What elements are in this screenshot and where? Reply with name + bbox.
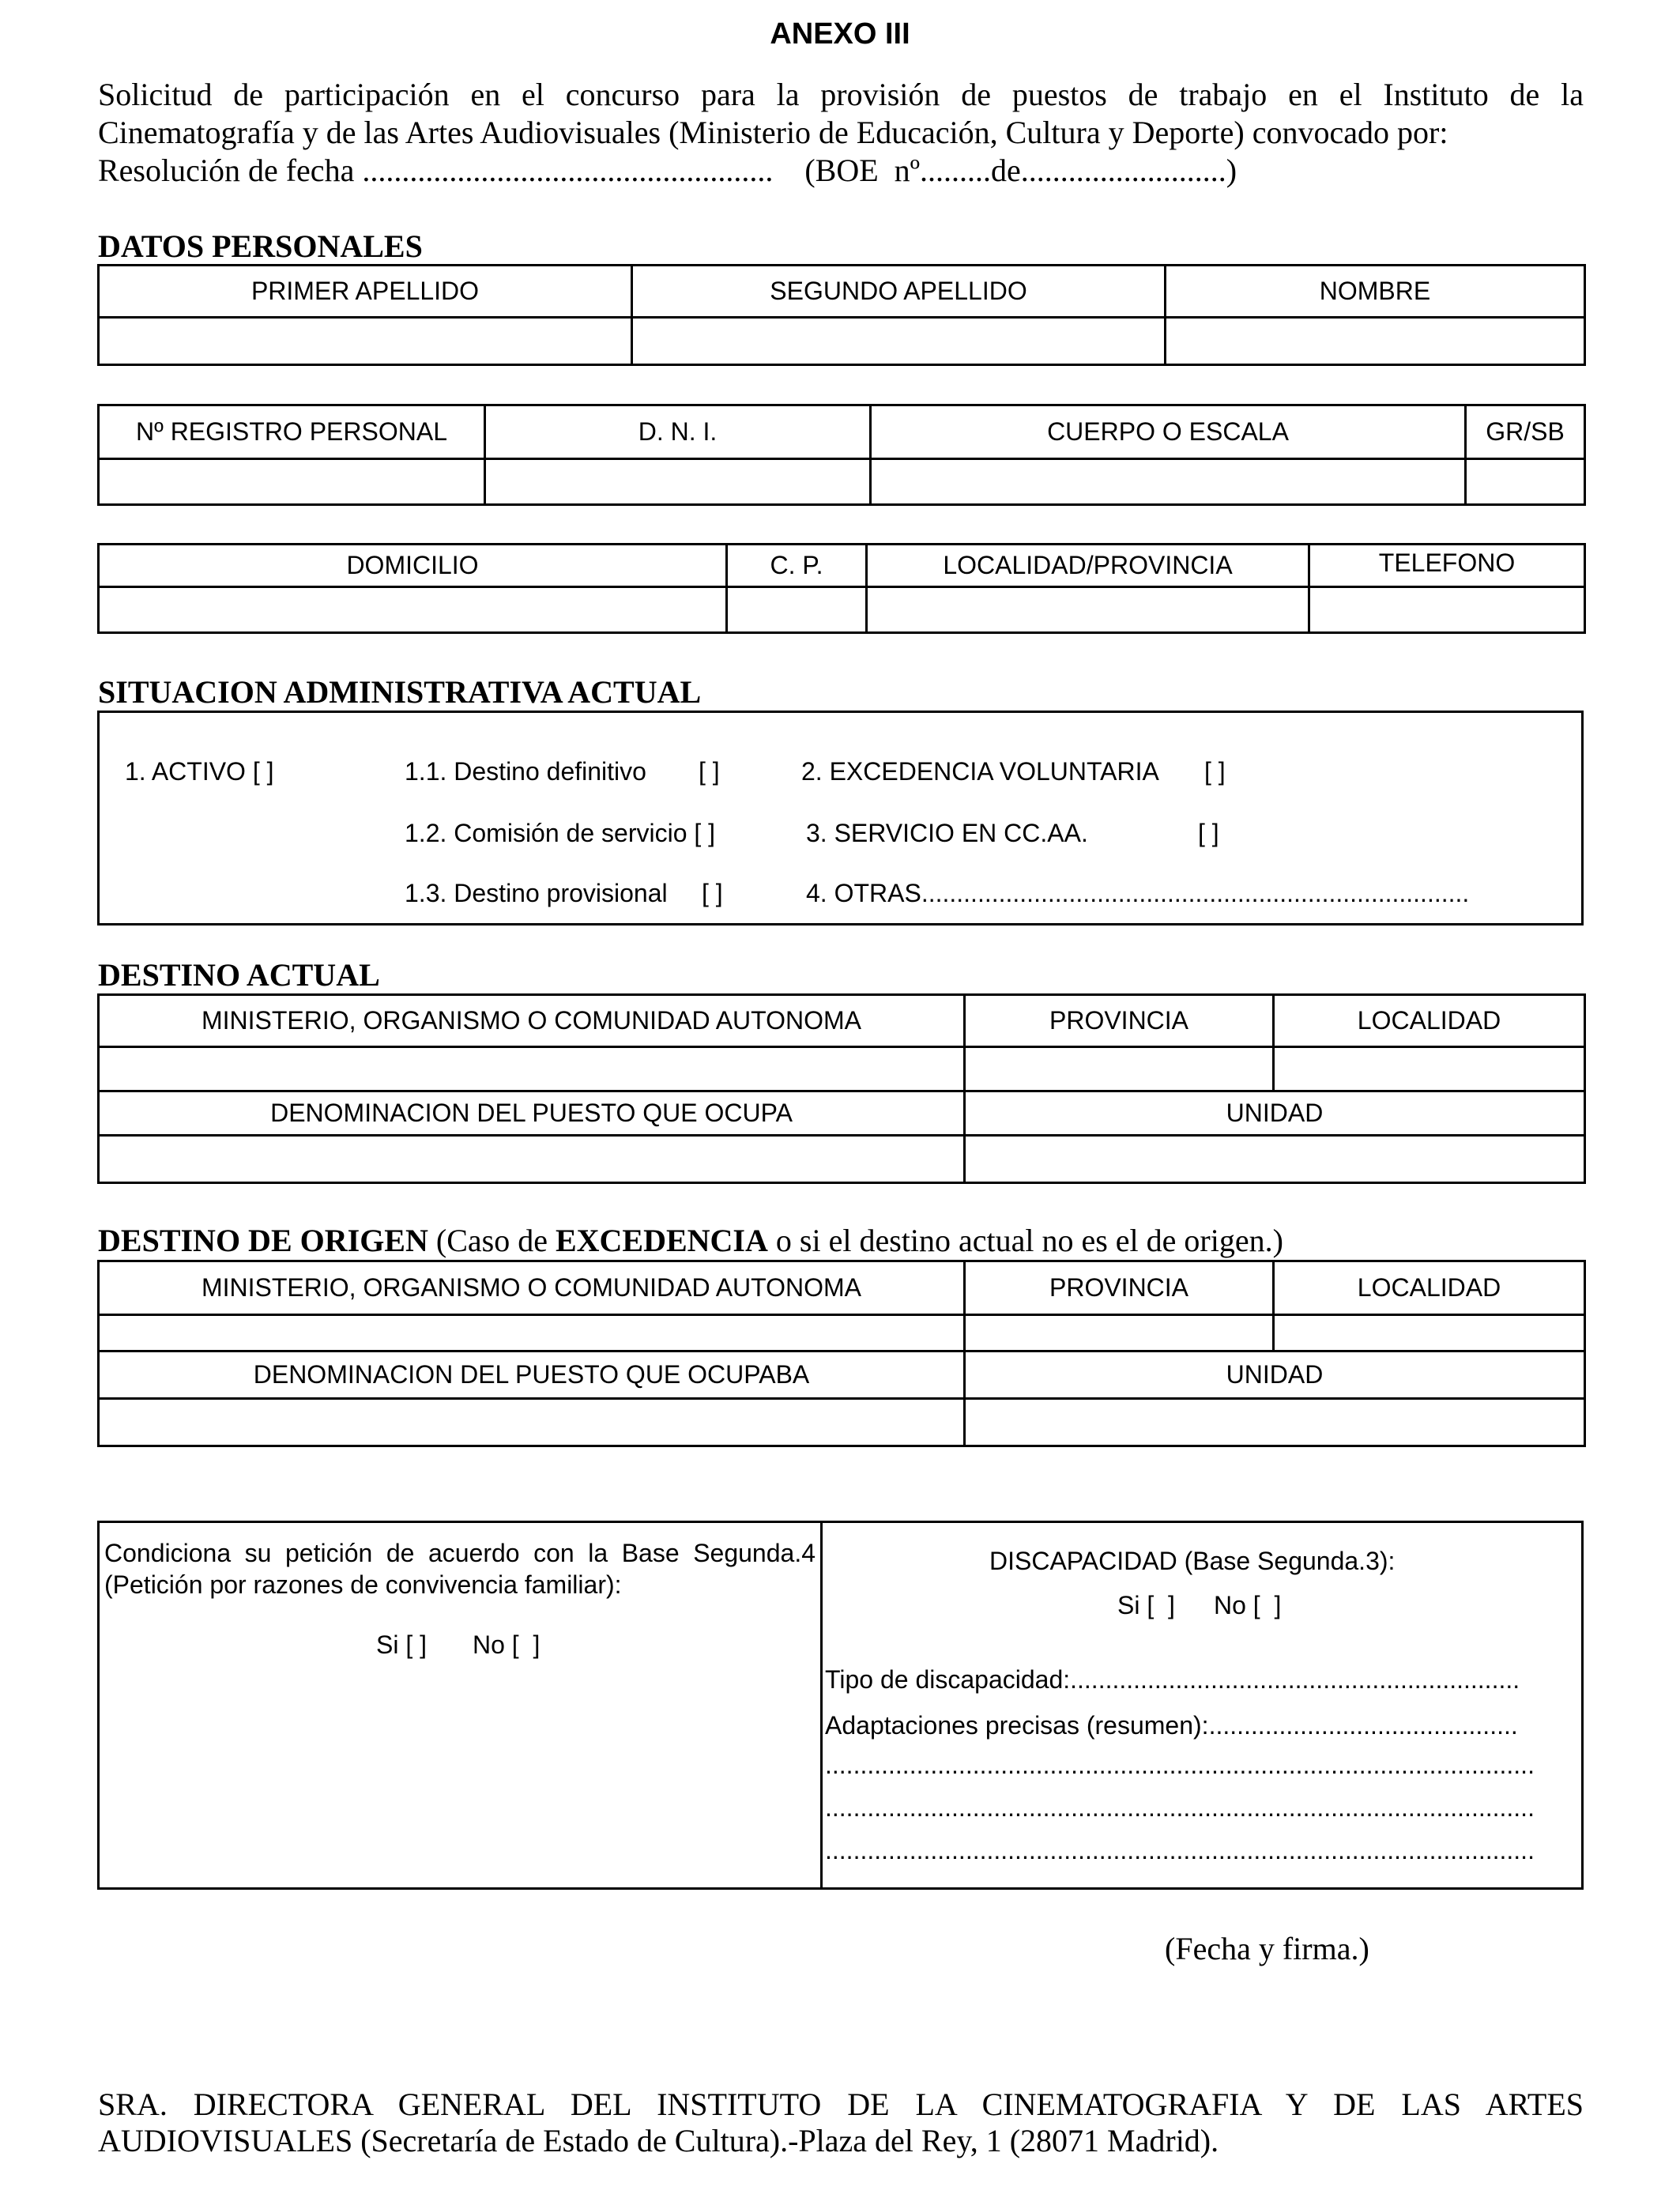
field-unidad[interactable] bbox=[965, 1136, 1585, 1183]
intro-paragraph bbox=[98, 76, 1584, 190]
section-datos-personales: DATOS PERSONALES bbox=[98, 228, 423, 264]
header-telefono: TELEFONO bbox=[1309, 545, 1585, 587]
header-denominacion-puesto: DENOMINACION DEL PUESTO QUE OCUPA bbox=[99, 1091, 965, 1136]
header-localidad: LOCALIDAD bbox=[1274, 995, 1585, 1047]
field-denominacion-puesto[interactable] bbox=[99, 1136, 965, 1183]
header-localidad-provincia: LOCALIDAD/PROVINCIA bbox=[867, 545, 1309, 587]
destino-origen-title: DESTINO DE ORIGEN bbox=[98, 1223, 428, 1258]
field-registro-personal[interactable] bbox=[99, 459, 485, 505]
option-destino-definitivo[interactable]: 1.1. Destino definitivo bbox=[405, 757, 646, 786]
footer-line-1: SRA. DIRECTORA GENERAL DEL INSTITUTO DE LA CINEMATOGRAFIA Y DE LAS ARTES bbox=[98, 2087, 1584, 2122]
tipo-discapacidad-field[interactable]: Tipo de discapacidad:................................................................ bbox=[825, 1665, 1520, 1694]
intro-line-1: Solicitud de participación en el concurso para la provisión de puestos de trabajo en el Instituto de la bbox=[98, 77, 1584, 112]
footer-addressee bbox=[98, 2087, 1584, 2159]
adaptaciones-line-3[interactable]: ..................................................................................................... bbox=[825, 1836, 1535, 1864]
checkbox-destino-provisional[interactable]: [ ] bbox=[702, 879, 723, 907]
destino-origen-table bbox=[97, 1260, 1586, 1447]
field-localidad[interactable] bbox=[1274, 1047, 1585, 1091]
field-dni[interactable] bbox=[485, 459, 871, 505]
condiciona-no-checkbox[interactable]: No [ ] bbox=[473, 1630, 541, 1659]
field-provincia-origen[interactable] bbox=[965, 1315, 1274, 1351]
datos-personales-table-1 bbox=[97, 264, 1586, 366]
field-ministerio[interactable] bbox=[99, 1047, 965, 1091]
datos-personales-table-2 bbox=[97, 404, 1586, 506]
header-cp: C. P. bbox=[727, 545, 867, 587]
destino-origen-note-1: (Caso de bbox=[428, 1223, 556, 1258]
header-segundo-apellido: SEGUNDO APELLIDO bbox=[632, 266, 1166, 318]
header-ministerio-origen: MINISTERIO, ORGANISMO O COMUNIDAD AUTONOMA bbox=[99, 1261, 965, 1315]
header-dni: D. N. I. bbox=[485, 405, 871, 459]
field-localidad-provincia[interactable] bbox=[867, 587, 1309, 633]
field-segundo-apellido[interactable] bbox=[632, 318, 1166, 365]
intro-line-2: Cinematografía y de las Artes Audiovisuales (Ministerio de Educación, Cultura y Deporte) convocado por: bbox=[98, 115, 1448, 150]
field-domicilio[interactable] bbox=[99, 587, 727, 633]
condiciona-si-checkbox[interactable]: Si [ ] bbox=[376, 1630, 428, 1659]
destino-origen-excedencia: EXCEDENCIA bbox=[555, 1223, 768, 1258]
header-ministerio: MINISTERIO, ORGANISMO O COMUNIDAD AUTONOMA bbox=[99, 995, 965, 1047]
section-destino-origen bbox=[98, 1222, 1283, 1259]
footer-line-2: AUDIOVISUALES (Secretaría de Estado de Cultura).-Plaza del Rey, 1 (28071 Madrid). bbox=[98, 2123, 1219, 2158]
section-destino-actual: DESTINO ACTUAL bbox=[98, 957, 380, 993]
field-nombre[interactable] bbox=[1166, 318, 1585, 365]
condiciona-discapacidad-box bbox=[97, 1521, 1584, 1890]
discapacidad-no-checkbox[interactable]: No [ ] bbox=[1214, 1591, 1282, 1619]
condiciona-line-2: (Petición por razones de convivencia familiar): bbox=[104, 1570, 622, 1599]
checkbox-excedencia-voluntaria[interactable]: [ ] bbox=[1204, 757, 1226, 786]
adaptaciones-line-1[interactable]: ..................................................................................................... bbox=[825, 1751, 1535, 1779]
adaptaciones-line-2[interactable]: ..................................................................................................... bbox=[825, 1793, 1535, 1822]
header-domicilio: DOMICILIO bbox=[99, 545, 727, 587]
field-ministerio-origen[interactable] bbox=[99, 1315, 965, 1351]
field-gr-sb[interactable] bbox=[1466, 459, 1585, 505]
checkbox-servicio-ccaa[interactable]: [ ] bbox=[1198, 819, 1219, 847]
option-excedencia-voluntaria[interactable]: 2. EXCEDENCIA VOLUNTARIA bbox=[801, 757, 1159, 786]
field-localidad-origen[interactable] bbox=[1274, 1315, 1585, 1351]
destino-origen-note-2: o si el destino actual no es el de origen.) bbox=[767, 1223, 1283, 1258]
discapacidad-si-checkbox[interactable]: Si [ ] bbox=[1117, 1591, 1175, 1619]
field-primer-apellido[interactable] bbox=[99, 318, 632, 365]
option-otras[interactable]: 4. OTRAS.............................................................................. bbox=[806, 879, 1470, 907]
adaptaciones-field[interactable]: Adaptaciones precisas (resumen):............................................ bbox=[825, 1711, 1518, 1740]
fecha-firma: (Fecha y firma.) bbox=[1165, 1931, 1369, 1966]
header-primer-apellido: PRIMER APELLIDO bbox=[99, 266, 632, 318]
condiciona-line-1: Condiciona su petición de acuerdo con la Base Segunda.4 bbox=[104, 1539, 816, 1567]
option-activo[interactable]: 1. ACTIVO [ ] bbox=[125, 757, 274, 786]
field-cuerpo-escala[interactable] bbox=[871, 459, 1466, 505]
header-gr-sb: GR/SB bbox=[1466, 405, 1585, 459]
field-cp[interactable] bbox=[727, 587, 867, 633]
intro-line-3: Resolución de fecha .................................................... (BOE nº.........de..........................) bbox=[98, 153, 1237, 188]
checkbox-destino-definitivo[interactable]: [ ] bbox=[699, 757, 720, 786]
header-localidad-origen: LOCALIDAD bbox=[1274, 1261, 1585, 1315]
destino-actual-table bbox=[97, 993, 1586, 1184]
header-provincia-origen: PROVINCIA bbox=[965, 1261, 1274, 1315]
datos-personales-table-3 bbox=[97, 543, 1586, 634]
field-denominacion-puesto-origen[interactable] bbox=[99, 1399, 965, 1446]
box-divider bbox=[820, 1523, 823, 1887]
header-denominacion-puesto-origen: DENOMINACION DEL PUESTO QUE OCUPABA bbox=[99, 1351, 965, 1399]
header-provincia: PROVINCIA bbox=[965, 995, 1274, 1047]
header-cuerpo-escala: CUERPO O ESCALA bbox=[871, 405, 1466, 459]
discapacidad-title: DISCAPACIDAD (Base Segunda.3): bbox=[989, 1547, 1396, 1575]
header-unidad: UNIDAD bbox=[965, 1091, 1585, 1136]
header-nombre: NOMBRE bbox=[1166, 266, 1585, 318]
option-servicio-ccaa[interactable]: 3. SERVICIO EN CC.AA. bbox=[806, 819, 1088, 847]
situacion-box bbox=[97, 711, 1584, 925]
section-situacion-administrativa: SITUACION ADMINISTRATIVA ACTUAL bbox=[98, 674, 702, 710]
field-unidad-origen[interactable] bbox=[965, 1399, 1585, 1446]
option-comision-servicio[interactable]: 1.2. Comisión de servicio [ ] bbox=[405, 819, 716, 847]
option-destino-provisional[interactable]: 1.3. Destino provisional bbox=[405, 879, 668, 907]
header-registro-personal: Nº REGISTRO PERSONAL bbox=[99, 405, 485, 459]
field-telefono[interactable] bbox=[1309, 587, 1585, 633]
page-title: ANEXO III bbox=[770, 17, 910, 51]
header-unidad-origen: UNIDAD bbox=[965, 1351, 1585, 1399]
field-provincia[interactable] bbox=[965, 1047, 1274, 1091]
